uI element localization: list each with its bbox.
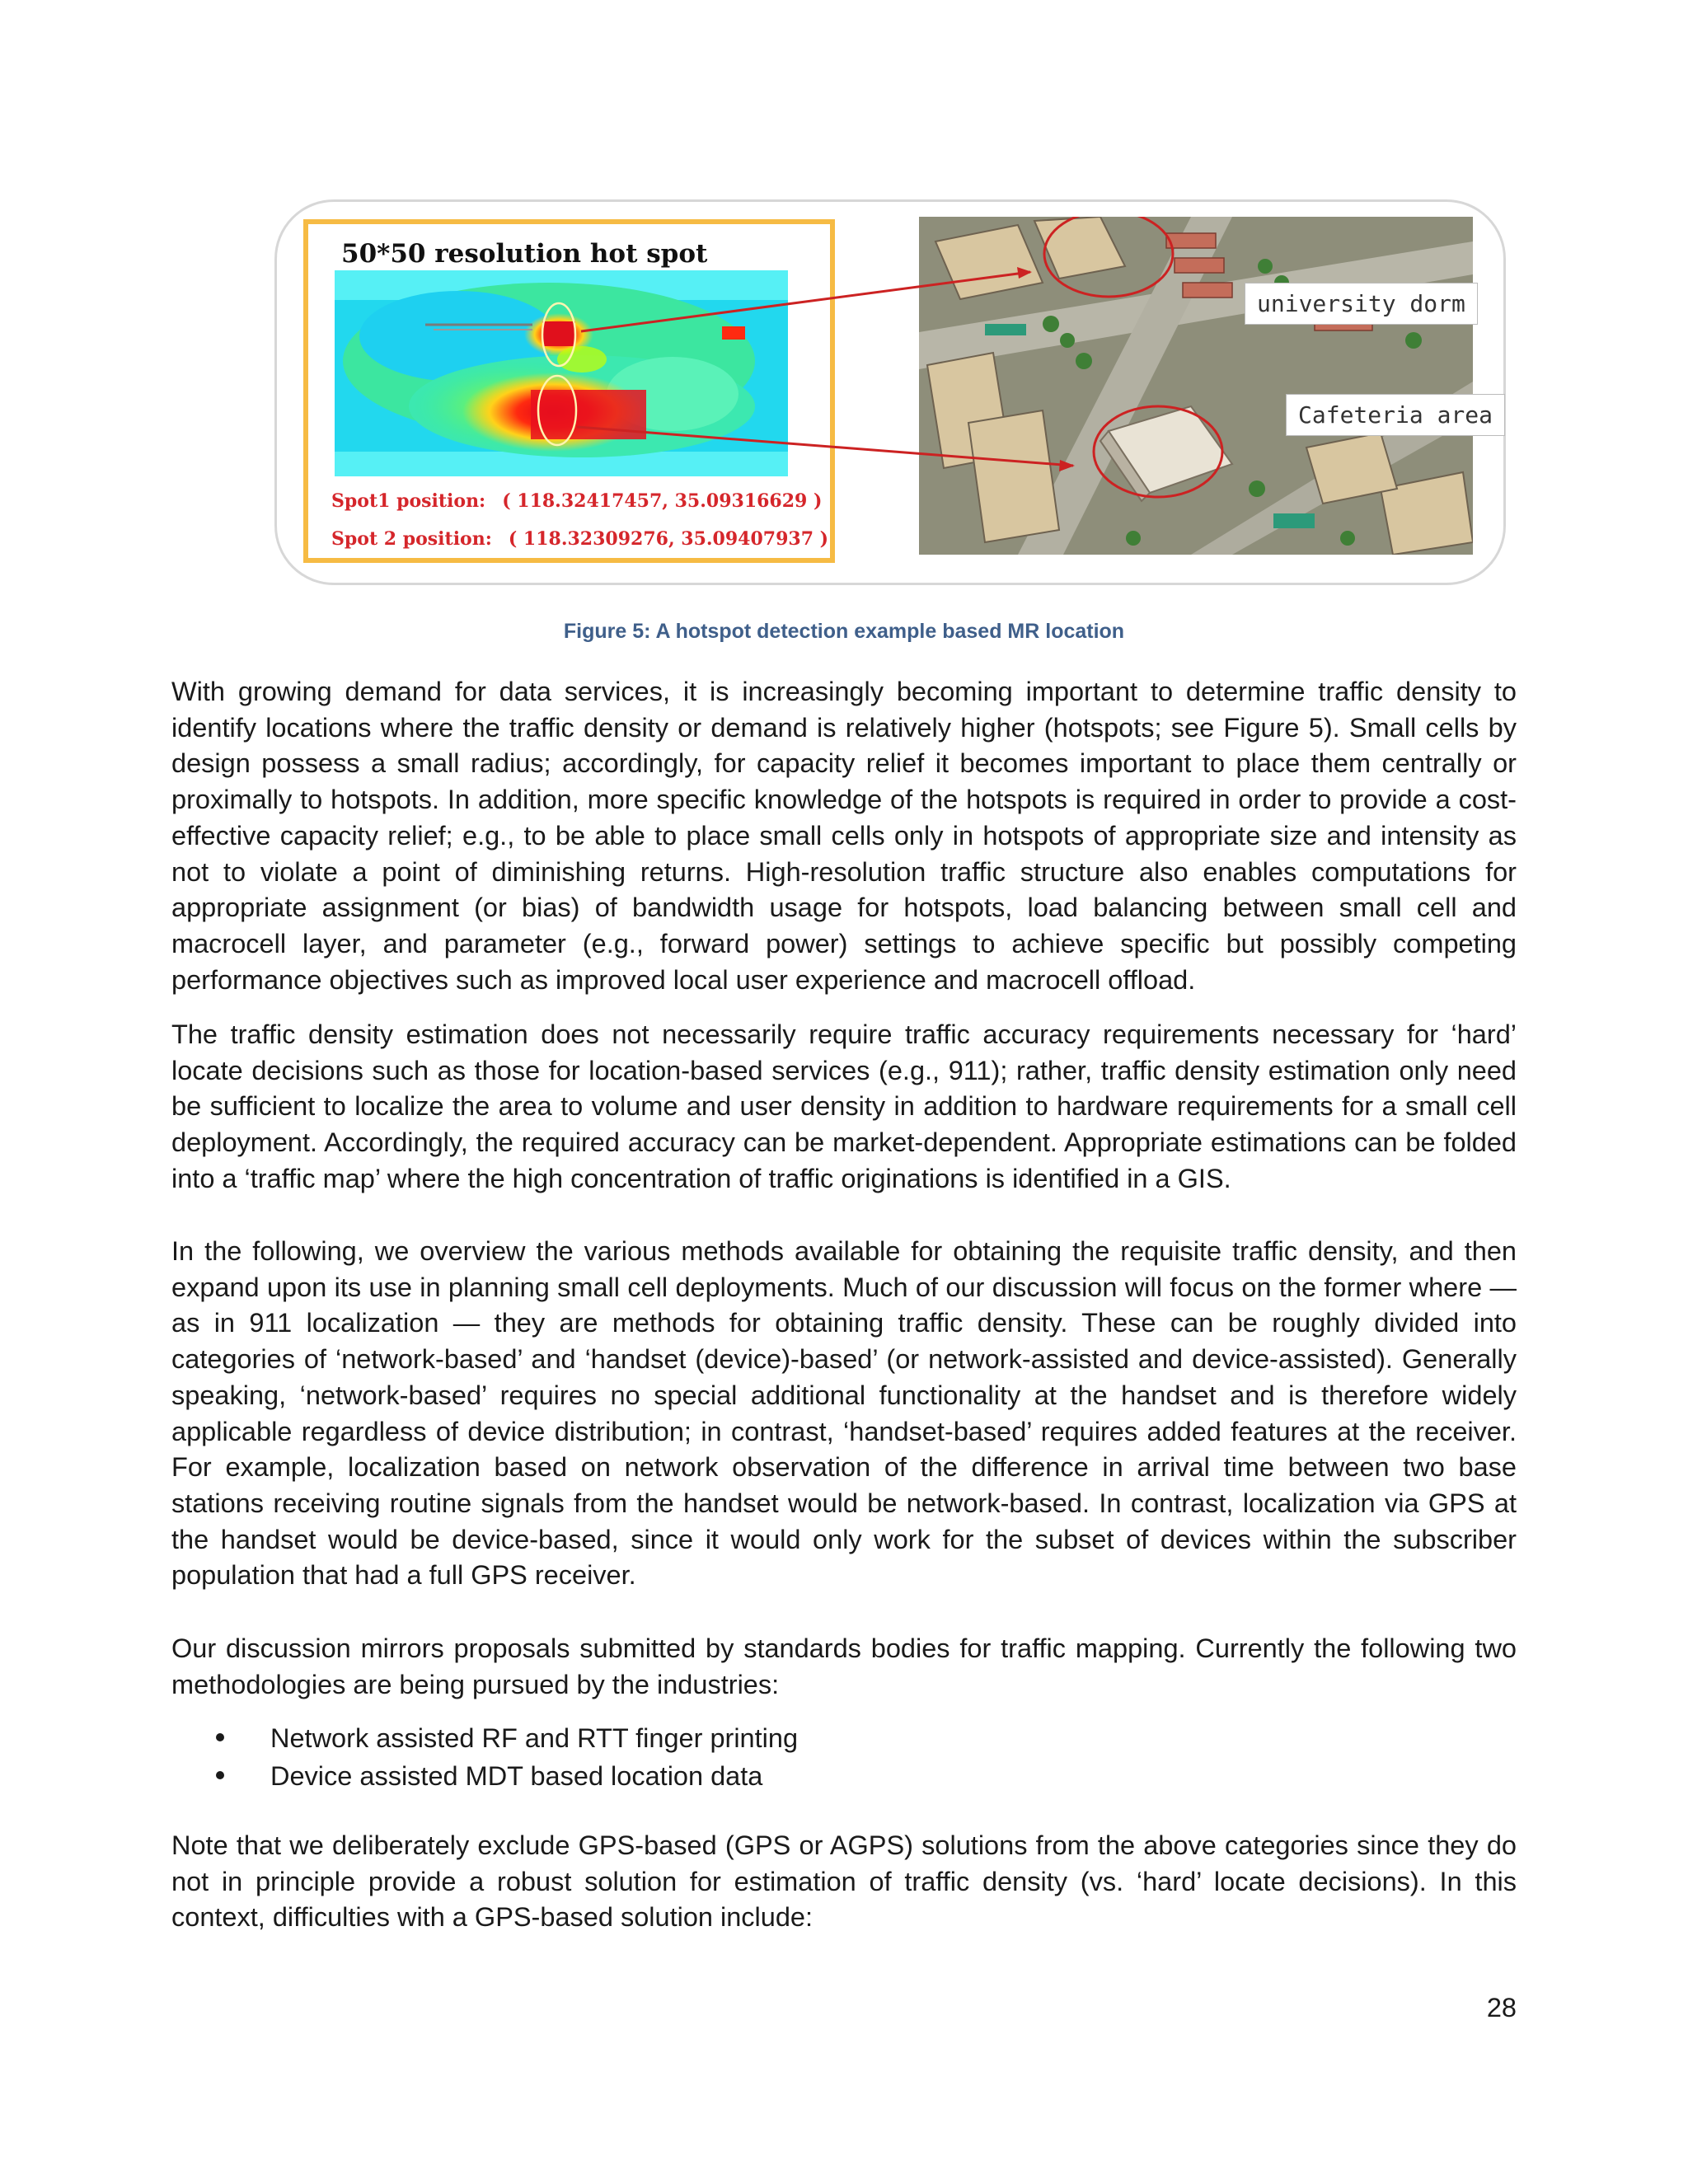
list-item-text: Device assisted MDT based location data — [270, 1761, 763, 1791]
label-cafeteria-area: Cafeteria area — [1286, 394, 1505, 436]
spot2-position — [331, 528, 828, 550]
methodology-list — [216, 1719, 798, 1795]
spot1-label: Spot1 position: — [331, 490, 486, 512]
page-number: 28 — [1486, 1993, 1517, 2022]
heatmap-image — [335, 270, 788, 476]
list-item — [216, 1757, 798, 1795]
spot2-coords: ( 118.32309276, 35.09407937 ) — [508, 528, 829, 550]
list-item — [216, 1719, 798, 1757]
spot1-position — [331, 490, 822, 512]
paragraph-3: In the following, we overview the various methods available for obtaining the requisite traffic density, and then expand upon its use in planning small cell deployments. Much of our discussion will focus on the former where — as in 911 localization — they are methods for obtaining traffic density. These can be roughly divided into categories of ‘network-based’ and ‘handset (device)-based’ (or network-assisted and device-assisted). Generally speaking, ‘network-based’ requires no special additional functionality at the handset and is therefore widely applicable regardless of device distribution; in contrast, ‘handset-based’ requires added features at the receiver. For example, localization based on network observation of the difference in arrival time between two base stations receiving routine signals from the handset would be network-based. In contrast, localization via GPS at the handset would be device-based, since it would only work for the subset of devices within the subscriber population that had a full GPS receiver. — [171, 1236, 1517, 1591]
spot2-label: Spot 2 position: — [331, 528, 492, 550]
hotspot-title: 50*50 resolution hot spot — [341, 239, 708, 269]
figure-caption: Figure 5: A hotspot detection example based MR location — [563, 620, 1125, 643]
bullet-icon — [216, 1771, 224, 1779]
label-university-dorm: university dorm — [1245, 283, 1478, 325]
hotspot-panel — [303, 219, 835, 563]
aerial-campus-image — [919, 217, 1473, 555]
paragraph-2: The traffic density estimation does not necessarily require traffic accuracy requirements necessary for ‘hard’ locate decisions such as those for location-based services (e.g., 911); rather, traffic density estimation only need be sufficient to localize the area to volume and user density in addition to hardware requirements for a small cell deployment. Accordingly, the required accuracy can be market-dependent. Appropriate estimations can be folded into a ‘traffic map’ where the high concentration of traffic originations is identified in a GIS. — [171, 1019, 1517, 1193]
paragraph-1: With growing demand for data services, it is increasingly becoming important to determine traffic density to identify locations where the traffic density or demand is relatively higher (hotspots; see Figure 5). Small cells by design possess a small radius; accordingly, for capacity relief it becomes important to place them centrally or proximally to hotspots. In addition, more specific knowledge of the hotspots is required in order to provide a cost-effective capacity relief; e.g., to be able to place small cells only in hotspots of appropriate size and intensity as not to violate a point of diminishing returns. High-resolution traffic structure also enables computations for appropriate assignment (or bias) of bandwidth usage for hotspots, load balancing between small cell and macrocell layer, and parameter (e.g., forward power) settings to achieve specific but possibly competing performance objectives such as improved local user experience and macrocell offload. — [171, 677, 1517, 995]
paragraph-5: Note that we deliberately exclude GPS-based (GPS or AGPS) solutions from the above categories since they do not in principle provide a robust solution for estimation of traffic density (vs. ‘hard’ locate decisions). In this context, difficulties with a GPS-based solution include: — [171, 1830, 1517, 1933]
list-item-text: Network assisted RF and RTT finger printing — [270, 1723, 799, 1753]
spot1-coords: ( 118.32417457, 35.09316629 ) — [502, 490, 823, 512]
bullet-icon — [216, 1733, 224, 1741]
paragraph-4: Our discussion mirrors proposals submitted by standards bodies for traffic mapping. Currently the following two methodologies are being pursued by the industries: — [171, 1633, 1517, 1699]
